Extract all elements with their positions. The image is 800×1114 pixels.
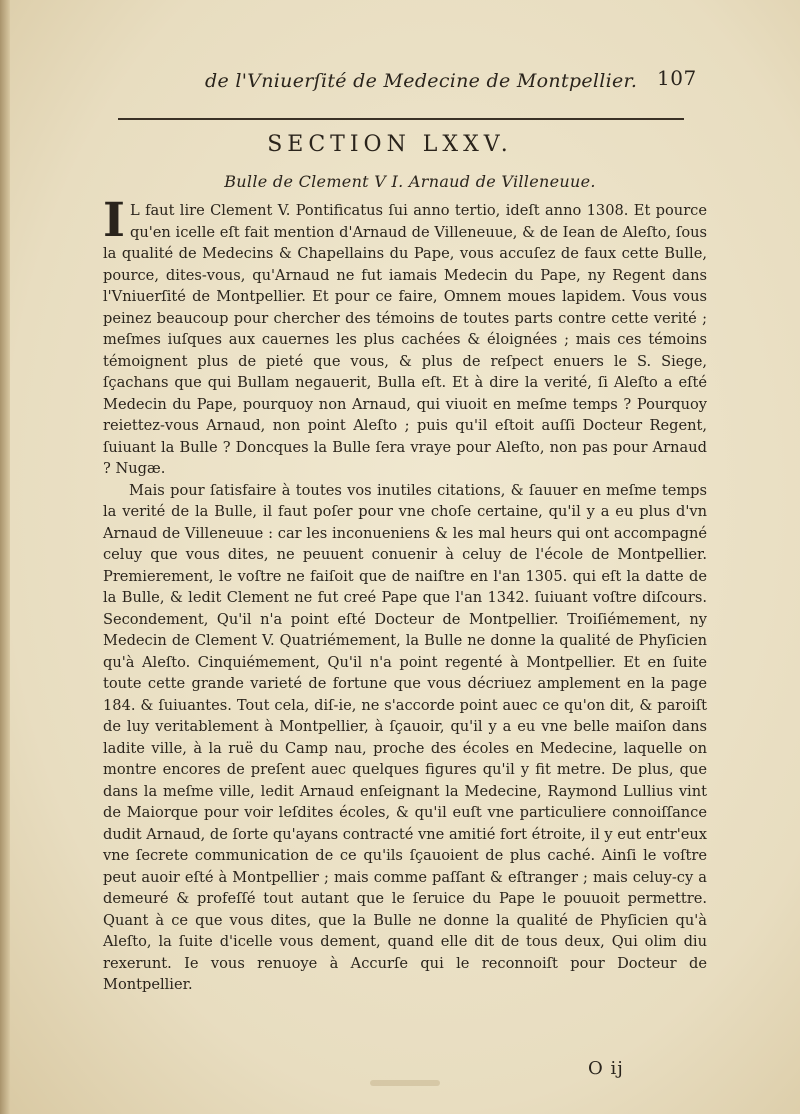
section-subtitle: Bulle de Clement V I. Arnaud de Villeneuue. <box>224 172 596 191</box>
body-text <box>103 193 707 996</box>
paragraph-1 <box>103 193 707 480</box>
drop-cap: I <box>103 193 125 248</box>
ink-smudge <box>370 1080 440 1086</box>
catchword: O ij <box>588 1058 624 1079</box>
page-edge <box>0 0 10 1114</box>
section-title: SECTION LXXV. <box>267 132 513 157</box>
page-number: 107 <box>657 66 697 90</box>
header-rule <box>118 118 684 120</box>
paragraph-2: Mais pour ſatisfaire à toutes vos inutiles citations, & ſauuer en meſme temps la verité de la Bulle, il faut poſer pour vne choſe certaine, qu'il y a eu plus d'vn Arnaud de Villeneuue : car les inconueniens & les mal heurs qui ont accompagné celuy que vous dites, ne peuuent conuenir à celuy de l'école de Montpellier. Premierement, le voſtre ne faiſoit que de naiſtre en l'an 1305. qui eſt la datte de la Bulle, & ledit Clement ne fut creé Pape que l'an 1342. ſuiuant voſtre diſcours. Secondement, Qu'il n'a point eſté Docteur de Montpellier. Troiſiémement, ny Medecin de Clement V. Quatriémement, la Bulle ne donne la qualité de Phyſicien qu'à Aleſto. Cinquiémement, Qu'il n'a point regenté à Montpellier. Et en ſuite toute cette grande varieté de fortune que vous décriuez amplement en la page 184. & ſuiuantes. Tout cela, diſ-ie, ne s'accorde point auec ce qu'on dit, & paroiſt de luy veritablement à Montpellier, à ſçauoir, qu'il y a eu vne belle maiſon dans ladite ville, à la ruë du Camp nau, proche des écoles en Medecine, laquelle on montre encores de preſent auec quelques figures qu'il y fit metre. De plus, que dans la meſme ville, ledit Arnaud enſeignant la Medecine, Raymond Lullius vint de Maiorque pour voir leſdites écoles, & qu'il euſt vne particuliere connoiſſance dudit Arnaud, de ſorte qu'ayans contracté vne amitié fort étroite, il y eut entr'eux vne ſecrete communication de ce qu'ils ſçauoient de plus caché. Ainſi le voſtre peut auoir eſté à Montpellier ; mais comme paſſant & eſtranger ; mais celuy-cy a demeuré & profeſſé tout autant que le ſeruice du Pape le pouuoit permettre. Quant à ce que vous dites, que la Bulle ne donne la qualité de Phyſicien qu'à Aleſto, la ſuite d'icelle vous dement, quand elle dit de tous deux, Qui olim diu rexerunt. Ie vous renuoye à Accurſe qui le reconnoiſt pour Docteur de Montpellier. <box>103 481 707 993</box>
running-head: de l'Vniuerſité de Medecine de Montpellier. <box>205 70 638 92</box>
paragraph-1-text: L faut lire Clement V. Pontificatus ſui anno tertio, ideſt anno 1308. Et pource qu'en icelle eſt fait mention d'Arnaud de Villeneuue, & de Iean de Aleſto, ſous la qualité de Medecins & Chapellains du Pape, vous accuſez de faux cette Bulle, pource, dites-vous, qu'Arnaud ne fut iamais Medecin du Pape, ny Regent dans l'Vniuerſité de Montpellier. Et pour ce faire, Omnem moues lapidem. Vous vous peinez beaucoup pour chercher des témoins de toutes parts contre cette verité ; meſmes iuſques aux cauernes les plus cachées & éloignées ; mais ces témoins témoignent plus de pieté que vous, & plus de reſpect enuers le S. Siege, ſçachans que qui Bullam negauerit, Bulla eſt. Et à dire la verité, ſi Aleſto a eſté Medecin du Pape, pourquoy non Arnaud, qui viuoit en meſme temps ? Pourquoy reiettez-vous Arnaud, non point Aleſto ; puis qu'il eſtoit auſſi Docteur Regent, ſuiuant la Bulle ? Doncques la Bulle ſera vraye pour Aleſto, non pas pour Arnaud ? Nugæ. <box>103 202 707 477</box>
